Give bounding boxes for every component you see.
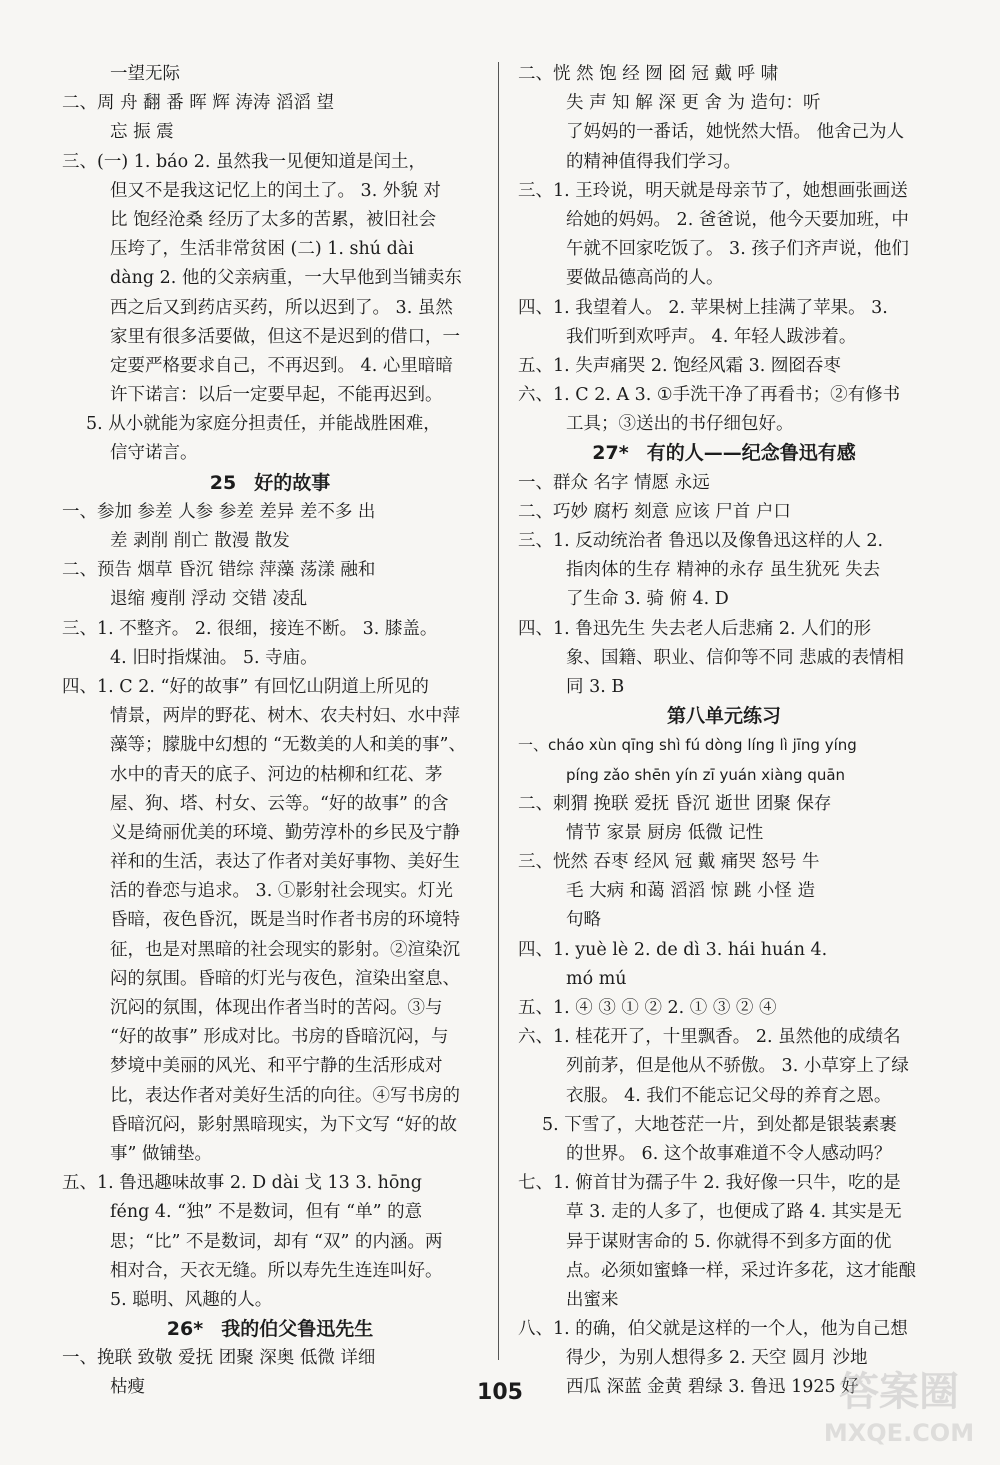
answer-line: 一、挽联 致敬 爱抚 团聚 深奥 低微 详细 [62,1348,376,1369]
answer-line: 二、恍 然 饱 经 囫 囵 冠 戴 呼 啸 [518,64,779,84]
answer-line: 草 3. 走的人多了，也便成了路 4. 其实是无 [566,1202,902,1223]
section-title: 有的人——纪念鲁迅有感 [646,442,856,465]
answer-line: 句略 [566,910,601,931]
answer-line: 沉闷的氛围，体现出作者当时的苦闷。③与 [110,998,443,1018]
answer-line: 情节 家景 厨房 低微 记性 [566,822,764,843]
answer-line: 午就不回家吃饭了。 3. 孩子们齐声说，他们 [566,239,909,260]
answer-line: 情景，两岸的野花、树木、农夫村妇、水中萍 [110,706,460,727]
answer-line: 二、预告 烟草 昏沉 错综 萍藻 荡漾 融和 [62,560,376,581]
answer-line: 衣服。 4. 我们不能忘记父母的养育之恩。 [566,1085,892,1106]
section-heading [518,702,930,731]
answer-line: 5. 从小就能为家庭分担责任，并能战胜困难， [86,414,441,435]
answer-line: 梦境中美丽的风光、和平宁静的生活形成对 [110,1056,443,1077]
answer-line: 六、1. C 2. A 3. ①手洗干净了再看书；②有修书 [518,385,901,406]
answer-line: 事” 做铺垫。 [110,1143,213,1164]
answer-line: 四、1. 我望着人。 2. 苹果树上挂满了苹果。 3. [518,297,888,318]
answer-line: 水中的青天的底子、河边的枯柳和红花、茅 [110,764,443,785]
answer-line: 信守诺言。 [110,443,198,464]
answer-line: píng zǎo shēn yín zī yuán xiàng quān [566,765,846,784]
answer-line: 的精神值得我们学习。 [566,151,741,172]
answer-line: “好的故事” 形成对比。书房的昏暗沉闷，与 [110,1027,449,1048]
answer-line: 四、1. 鲁迅先生 失去老人后悲痛 2. 人们的形 [518,618,872,639]
answer-line: 毛 大病 和蔼 滔滔 惊 跳 小怪 造 [566,881,815,902]
watermark-bottom-text: MXQE.COM [823,1419,975,1447]
answer-line: dàng 2. 他的父亲病重，一大早他到当铺卖东 [110,268,462,289]
answer-line: 象、国籍、职业、信仰等不同 悲戚的表情相 [566,647,905,668]
answer-line: 5. 聪明、风趣的人。 [110,1289,273,1310]
answer-line: 三、恍然 吞枣 经风 冠 戴 痛哭 怒号 牛 [518,852,820,873]
section-title: 第八单元练习 [666,705,781,728]
answer-line: 忘 振 震 [110,122,174,143]
section-number: 27* [592,442,629,465]
answer-line: 要做品德高尚的人。 [566,268,724,289]
answer-line: 征，也是对黑暗的社会现实的影射。②渲染沉 [110,939,460,960]
answer-line: 的世界。 6. 这个故事难道不令人感动吗？ [566,1143,892,1164]
answer-line: 四、1. C 2. “好的故事” 有回忆山阴道上所见的 [62,676,429,697]
answer-line: 点。必须如蜜蜂一样，采过许多花，这才能酿 [566,1260,916,1281]
answer-line: 异于谋财害命的 5. 你就得不到多方面的优 [566,1231,892,1252]
section-heading [518,439,930,468]
answer-line: 昏暗沉闷，影射黑暗现实，为下文写 “好的故 [110,1114,458,1135]
answer-line: 三、1. 王玲说，明天就是母亲节了，她想画张画送 [518,180,908,201]
answer-line: 西之后又到药店买药，所以迟到了。 3. 虽然 [110,297,453,318]
answer-line: 退缩 瘦削 浮动 交错 凌乱 [110,589,308,610]
answer-line: 七、1. 俯首甘为孺子牛 2. 我好像一只牛，吃的是 [518,1173,901,1194]
answer-line: 4. 旧时指煤油。 5. 寺庙。 [110,647,318,668]
answer-line: 出蜜来 [566,1289,619,1310]
answer-line: 压垮了，生活非常贫困 (二) 1. shú dài [110,239,414,260]
answer-line: 同 3. B [566,676,625,697]
answer-line: 但又不是我这记忆上的闰土了。 3. 外貌 对 [110,180,441,201]
answer-line: 闷的氛围。昏暗的灯光与夜色，渲染出窒息、 [110,968,460,989]
answer-line: 指肉体的生存 精神的永存 虽生犹死 失去 [566,560,881,581]
answer-line: 我们听到欢呼声。 4. 年轻人跋涉着。 [566,326,857,347]
answer-line: 祥和的生活，表达了作者对美好事物、美好生 [110,852,460,873]
answer-line: 思；“比” 不是数词，却有 “双” 的内涵。两 [110,1231,443,1252]
answer-line: 5. 下雪了，大地苍茫一片，到处都是银装素裹 [542,1114,897,1135]
answer-line: 西瓜 深蓝 金黄 碧绿 3. 鲁迅 1925 好 [566,1377,859,1398]
answer-line: 差 剥削 削亡 散漫 散发 [110,531,290,551]
watermark-logo [820,1355,978,1451]
answer-line: 五、1. 失声痛哭 2. 饱经风霜 3. 囫囵吞枣 [518,355,841,376]
section-heading [62,469,478,498]
answer-line: 昏暗，夜色昏沉，既是当时作者书房的环境特 [110,910,460,931]
answer-line: 失 声 知 解 深 更 舍 为 造句：听 [566,93,821,114]
answer-line: 给她的妈妈。 2. 爸爸说，他今天要加班，中 [566,209,909,230]
section-number: 26* [166,1318,204,1341]
section-number: 25 [209,471,237,494]
answer-line: 五、1. ④ ③ ① ② 2. ① ③ ② ④ [518,998,777,1018]
answer-line: 二、刺猬 挽联 爱抚 昏沉 逝世 团聚 保存 [518,793,832,814]
section-title: 我的伯父鲁迅先生 [221,1318,374,1341]
answer-line: 一、群众 名字 情愿 永远 [518,472,710,493]
answer-line: 得少，为别人想得多 2. 天空 圆月 沙地 [566,1348,868,1369]
watermark-top-text: 答案圈 [839,1369,959,1415]
answer-line: 许下诺言：以后一定要早起，不能再迟到。 [110,385,443,406]
answer-line: 定要严格要求自己，不再迟到。 4. 心里暗暗 [110,355,453,376]
answer-line: 一、cháo xùn qīng shì fú dòng líng lì jīng yíng [518,736,857,755]
section-title: 好的故事 [254,471,331,494]
answer-line: 家里有很多活要做，但这不是迟到的借口，一 [110,326,460,347]
answer-line: 三、(一) 1. báo 2. 虽然我一见便知道是闰土， [62,151,426,172]
left-column [62,60,478,1403]
page-number: 105 [477,1380,523,1405]
answer-line: 比 饱经沧桑 经历了太多的苦累，被旧社会 [110,209,437,230]
right-column [518,60,930,1403]
answer-line: 活的眷恋与追求。 3. ①影射社会现实。灯光 [110,881,453,902]
answer-line: 了妈妈的一番话，她恍然大悟。 他舍己为人 [566,122,905,143]
answer-line: 三、1. 不整齐。 2. 很细，接连不断。 3. 膝盖。 [62,618,438,639]
answer-line: 比，表达作者对美好生活的向往。④写书房的 [110,1085,460,1106]
answer-line: 一望无际 [110,64,180,84]
answer-line: 屋、狗、塔、村女、云等。“好的故事” 的含 [110,793,449,814]
answer-line: 五、1. 鲁迅趣味故事 2. D dài 戈 13 3. hōng [62,1173,422,1194]
answer-line: 枯瘦 [110,1377,145,1398]
answer-line: 列前茅，但是他从不骄傲。 3. 小草穿上了绿 [566,1056,909,1077]
answer-line: 八、1. 的确，伯父就是这样的一个人，他为自己想 [518,1319,908,1340]
answer-line: 相对合，天衣无缝。所以寿先生连连叫好。 [110,1260,443,1281]
answer-line: 藻等；朦胧中幻想的 “无数美的人和美的事”、 [110,735,466,756]
answer-line: 工具；③送出的书仔细包好。 [566,414,794,435]
answer-line: 二、巧妙 腐朽 刻意 应该 尸首 户口 [518,501,791,522]
answer-line: 一、参加 参差 人参 参差 差异 差不多 出 [62,501,376,522]
section-heading [62,1315,478,1344]
answer-line: 二、周 舟 翻 番 晖 辉 涛涛 滔滔 望 [62,93,335,114]
answer-line: 了生命 3. 骑 俯 4. D [566,589,729,610]
answer-line: 义是绮丽优美的环境、勤劳淳朴的乡民及宁静 [110,822,460,843]
column-divider [498,62,499,1360]
answer-line: féng 4. “独” 不是数词，但有 “单” 的意 [110,1202,423,1223]
answer-line: mó mú [566,968,627,989]
answer-line: 四、1. yuè lè 2. de dì 3. hái huán 4. [518,939,828,960]
answer-line: 六、1. 桂花开了，十里飘香。 2. 虽然他的成绩名 [518,1027,901,1048]
answer-line: 三、1. 反动统治者 鲁迅以及像鲁迅这样的人 2. [518,531,884,551]
